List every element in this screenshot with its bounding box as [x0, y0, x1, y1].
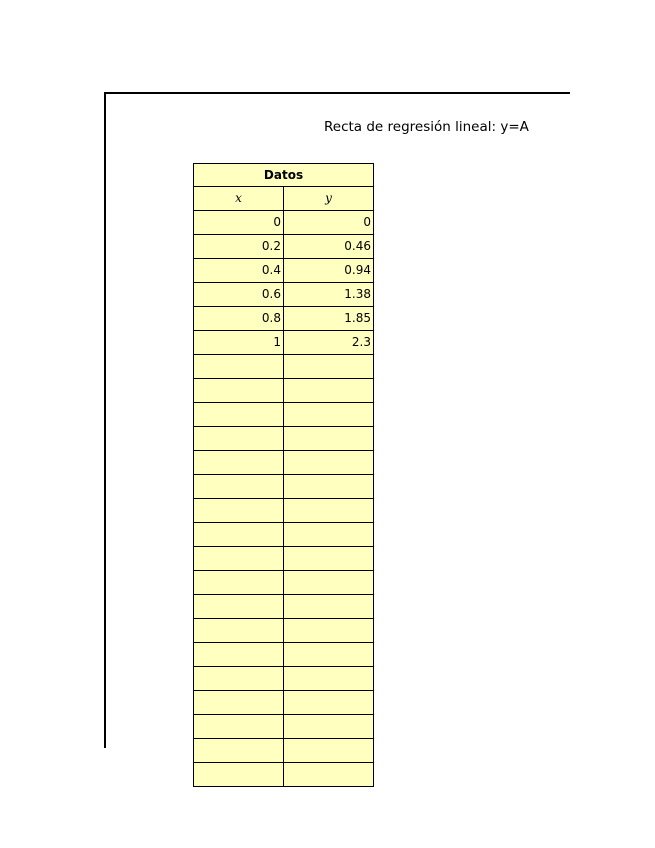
cell-x[interactable]	[193, 619, 284, 643]
sheet-border-left	[104, 92, 106, 748]
cell-x[interactable]	[193, 691, 284, 715]
cell-x[interactable]	[193, 523, 284, 547]
cell-y[interactable]	[284, 643, 374, 667]
cell-x[interactable]	[193, 475, 284, 499]
cell-x[interactable]	[193, 547, 284, 571]
cell-y[interactable]	[284, 451, 374, 475]
cell-y[interactable]	[284, 739, 374, 763]
datos-header: Datos	[193, 163, 374, 187]
cell-y[interactable]	[284, 427, 374, 451]
cell-x[interactable]	[193, 427, 284, 451]
cell-x[interactable]: 0.8	[193, 307, 284, 331]
cell-x[interactable]	[193, 715, 284, 739]
cell-y[interactable]	[284, 355, 374, 379]
cell-x[interactable]	[193, 595, 284, 619]
cell-x[interactable]: 1	[193, 331, 284, 355]
cell-x[interactable]	[193, 571, 284, 595]
cell-y[interactable]	[284, 763, 374, 787]
cell-x[interactable]	[193, 499, 284, 523]
cell-x[interactable]	[193, 739, 284, 763]
cell-x[interactable]: 0	[193, 211, 284, 235]
cell-y[interactable]	[284, 571, 374, 595]
column-header-y: y	[284, 187, 374, 211]
cell-x[interactable]: 0.6	[193, 283, 284, 307]
cell-y[interactable]	[284, 715, 374, 739]
cell-x[interactable]	[193, 667, 284, 691]
cell-x[interactable]	[193, 643, 284, 667]
cell-x[interactable]	[193, 763, 284, 787]
cell-x[interactable]	[193, 379, 284, 403]
cell-y[interactable]	[284, 499, 374, 523]
cell-y[interactable]: 2.3	[284, 331, 374, 355]
cell-x[interactable]	[193, 355, 284, 379]
cell-y[interactable]: 1.85	[284, 307, 374, 331]
cell-y[interactable]	[284, 379, 374, 403]
cell-y[interactable]	[284, 691, 374, 715]
page-title: Recta de regresión lineal: y=A	[324, 119, 529, 135]
cell-x[interactable]: 0.2	[193, 235, 284, 259]
cell-x[interactable]: 0.4	[193, 259, 284, 283]
cell-y[interactable]	[284, 523, 374, 547]
cell-y[interactable]	[284, 547, 374, 571]
cell-y[interactable]	[284, 619, 374, 643]
cell-y[interactable]	[284, 595, 374, 619]
cell-y[interactable]	[284, 403, 374, 427]
cell-y[interactable]	[284, 475, 374, 499]
cell-y[interactable]: 0	[284, 211, 374, 235]
cell-y[interactable]	[284, 667, 374, 691]
cell-y[interactable]: 0.94	[284, 259, 374, 283]
cell-y[interactable]: 1.38	[284, 283, 374, 307]
cell-x[interactable]	[193, 451, 284, 475]
cell-y[interactable]: 0.46	[284, 235, 374, 259]
cell-x[interactable]	[193, 403, 284, 427]
sheet-border-top	[104, 92, 570, 94]
column-header-x: x	[193, 187, 284, 211]
